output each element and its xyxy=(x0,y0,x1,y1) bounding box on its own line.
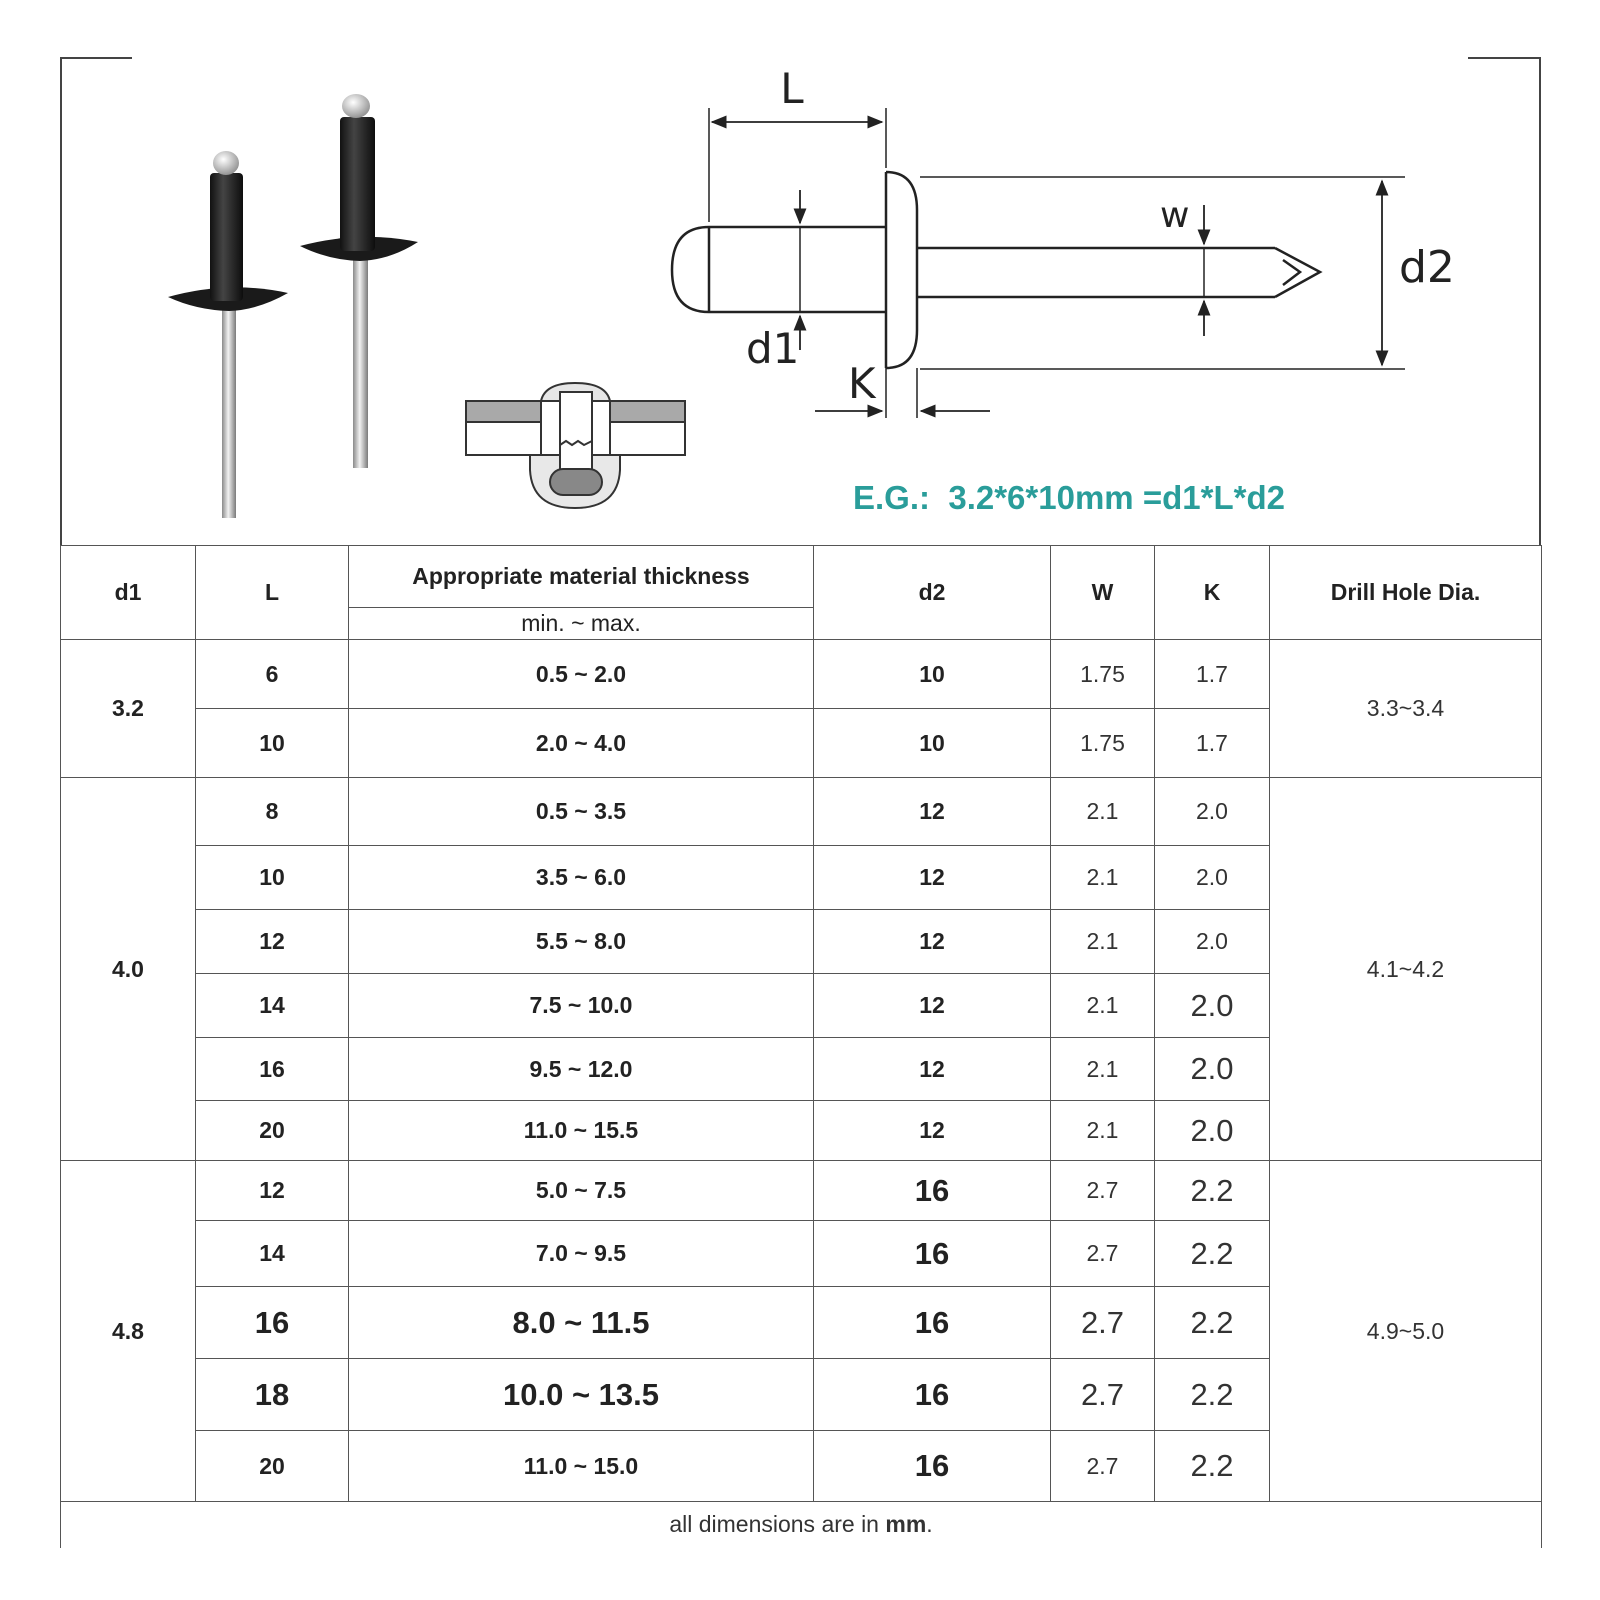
header-K: K xyxy=(1155,546,1270,640)
cell-K: 2.2 xyxy=(1155,1359,1270,1431)
rivet-photo-small xyxy=(168,151,288,518)
cell-L: 14 xyxy=(196,974,349,1038)
cell-K: 1.7 xyxy=(1155,640,1270,709)
units-note xyxy=(61,1502,1542,1548)
cell-W: 2.7 xyxy=(1051,1359,1155,1431)
cell-K: 2.2 xyxy=(1155,1287,1270,1359)
rivet-spec-table xyxy=(60,545,1542,1548)
cell-K: 2.0 xyxy=(1155,1101,1270,1161)
cell-L: 12 xyxy=(196,1161,349,1221)
cell-K: 2.0 xyxy=(1155,1038,1270,1101)
cell-d2: 12 xyxy=(814,974,1051,1038)
cell-K: 2.2 xyxy=(1155,1161,1270,1221)
label-d1: d1 xyxy=(746,324,800,373)
cell-W: 2.1 xyxy=(1051,1038,1155,1101)
label-L: L xyxy=(780,64,804,113)
cell-d1: 4.0 xyxy=(61,778,196,1161)
cell-W: 1.75 xyxy=(1051,640,1155,709)
cell-d1: 3.2 xyxy=(61,640,196,778)
cell-d1: 4.8 xyxy=(61,1161,196,1502)
cell-L: 6 xyxy=(196,640,349,709)
cell-L: 10 xyxy=(196,846,349,910)
cell-W: 2.1 xyxy=(1051,846,1155,910)
cell-drill: 3.3~3.4 xyxy=(1270,640,1542,778)
header-thickness-sub: min. ~ max. xyxy=(349,608,814,640)
cell-W: 2.1 xyxy=(1051,974,1155,1038)
cell-d2: 10 xyxy=(814,709,1051,778)
table-row xyxy=(61,640,1542,709)
cell-thickness: 9.5 ~ 12.0 xyxy=(349,1038,814,1101)
table-row xyxy=(61,778,1542,846)
cell-K: 1.7 xyxy=(1155,709,1270,778)
units-note-unit: mm xyxy=(885,1511,927,1538)
cell-L: 16 xyxy=(196,1038,349,1101)
cell-K: 2.0 xyxy=(1155,778,1270,846)
cell-L: 8 xyxy=(196,778,349,846)
cell-W: 2.7 xyxy=(1051,1431,1155,1502)
cell-thickness: 8.0 ~ 11.5 xyxy=(349,1287,814,1359)
cell-W: 1.75 xyxy=(1051,709,1155,778)
cell-drill: 4.1~4.2 xyxy=(1270,778,1542,1161)
cell-drill: 4.9~5.0 xyxy=(1270,1161,1542,1502)
cell-K: 2.0 xyxy=(1155,846,1270,910)
header-d1: d1 xyxy=(61,546,196,640)
cell-thickness: 5.5 ~ 8.0 xyxy=(349,910,814,974)
header-drill: Drill Hole Dia. xyxy=(1270,546,1542,640)
footer-row xyxy=(61,1502,1542,1548)
cell-thickness: 0.5 ~ 2.0 xyxy=(349,640,814,709)
example-caption: E.G.: 3.2*6*10mm =d1*L*d2 xyxy=(853,479,1285,516)
cell-L: 20 xyxy=(196,1431,349,1502)
cell-d2: 12 xyxy=(814,1101,1051,1161)
cell-thickness: 10.0 ~ 13.5 xyxy=(349,1359,814,1431)
cell-thickness: 3.5 ~ 6.0 xyxy=(349,846,814,910)
cell-K: 2.2 xyxy=(1155,1431,1270,1502)
cell-W: 2.1 xyxy=(1051,778,1155,846)
header-thickness: Appropriate material thickness xyxy=(349,546,814,608)
cell-thickness: 11.0 ~ 15.5 xyxy=(349,1101,814,1161)
cell-K: 2.0 xyxy=(1155,974,1270,1038)
cell-W: 2.7 xyxy=(1051,1161,1155,1221)
cell-d2: 12 xyxy=(814,1038,1051,1101)
cell-K: 2.2 xyxy=(1155,1221,1270,1287)
cell-L: 12 xyxy=(196,910,349,974)
cell-d2: 10 xyxy=(814,640,1051,709)
cell-d2: 16 xyxy=(814,1161,1051,1221)
header-L: L xyxy=(196,546,349,640)
cell-L: 10 xyxy=(196,709,349,778)
header-d2: d2 xyxy=(814,546,1051,640)
table-row xyxy=(61,1161,1542,1221)
cell-d2: 16 xyxy=(814,1287,1051,1359)
cell-thickness: 0.5 ~ 3.5 xyxy=(349,778,814,846)
cell-L: 14 xyxy=(196,1221,349,1287)
label-d2: d2 xyxy=(1399,242,1455,293)
cell-thickness: 2.0 ~ 4.0 xyxy=(349,709,814,778)
cell-L: 20 xyxy=(196,1101,349,1161)
rivet-diagram xyxy=(0,0,1600,545)
units-note-suffix: . xyxy=(926,1511,933,1538)
cell-d2: 12 xyxy=(814,846,1051,910)
label-K: K xyxy=(848,359,876,408)
cell-W: 2.1 xyxy=(1051,910,1155,974)
header-W: W xyxy=(1051,546,1155,640)
label-w: w xyxy=(1160,195,1190,236)
cell-W: 2.1 xyxy=(1051,1101,1155,1161)
cell-d2: 12 xyxy=(814,778,1051,846)
rivet-photo-large xyxy=(300,94,418,468)
cell-thickness: 5.0 ~ 7.5 xyxy=(349,1161,814,1221)
cell-L: 16 xyxy=(196,1287,349,1359)
cell-K: 2.0 xyxy=(1155,910,1270,974)
cell-L: 18 xyxy=(196,1359,349,1431)
cell-d2: 16 xyxy=(814,1221,1051,1287)
units-note-prefix: all dimensions are in xyxy=(669,1511,886,1538)
cell-thickness: 7.0 ~ 9.5 xyxy=(349,1221,814,1287)
cell-W: 2.7 xyxy=(1051,1287,1155,1359)
cell-d2: 16 xyxy=(814,1359,1051,1431)
rivet-cross-section xyxy=(466,383,685,508)
table-header xyxy=(61,546,1542,640)
cell-W: 2.7 xyxy=(1051,1221,1155,1287)
cell-d2: 16 xyxy=(814,1431,1051,1502)
cell-thickness: 11.0 ~ 15.0 xyxy=(349,1431,814,1502)
table-body xyxy=(61,640,1542,1502)
cell-thickness: 7.5 ~ 10.0 xyxy=(349,974,814,1038)
cell-d2: 12 xyxy=(814,910,1051,974)
